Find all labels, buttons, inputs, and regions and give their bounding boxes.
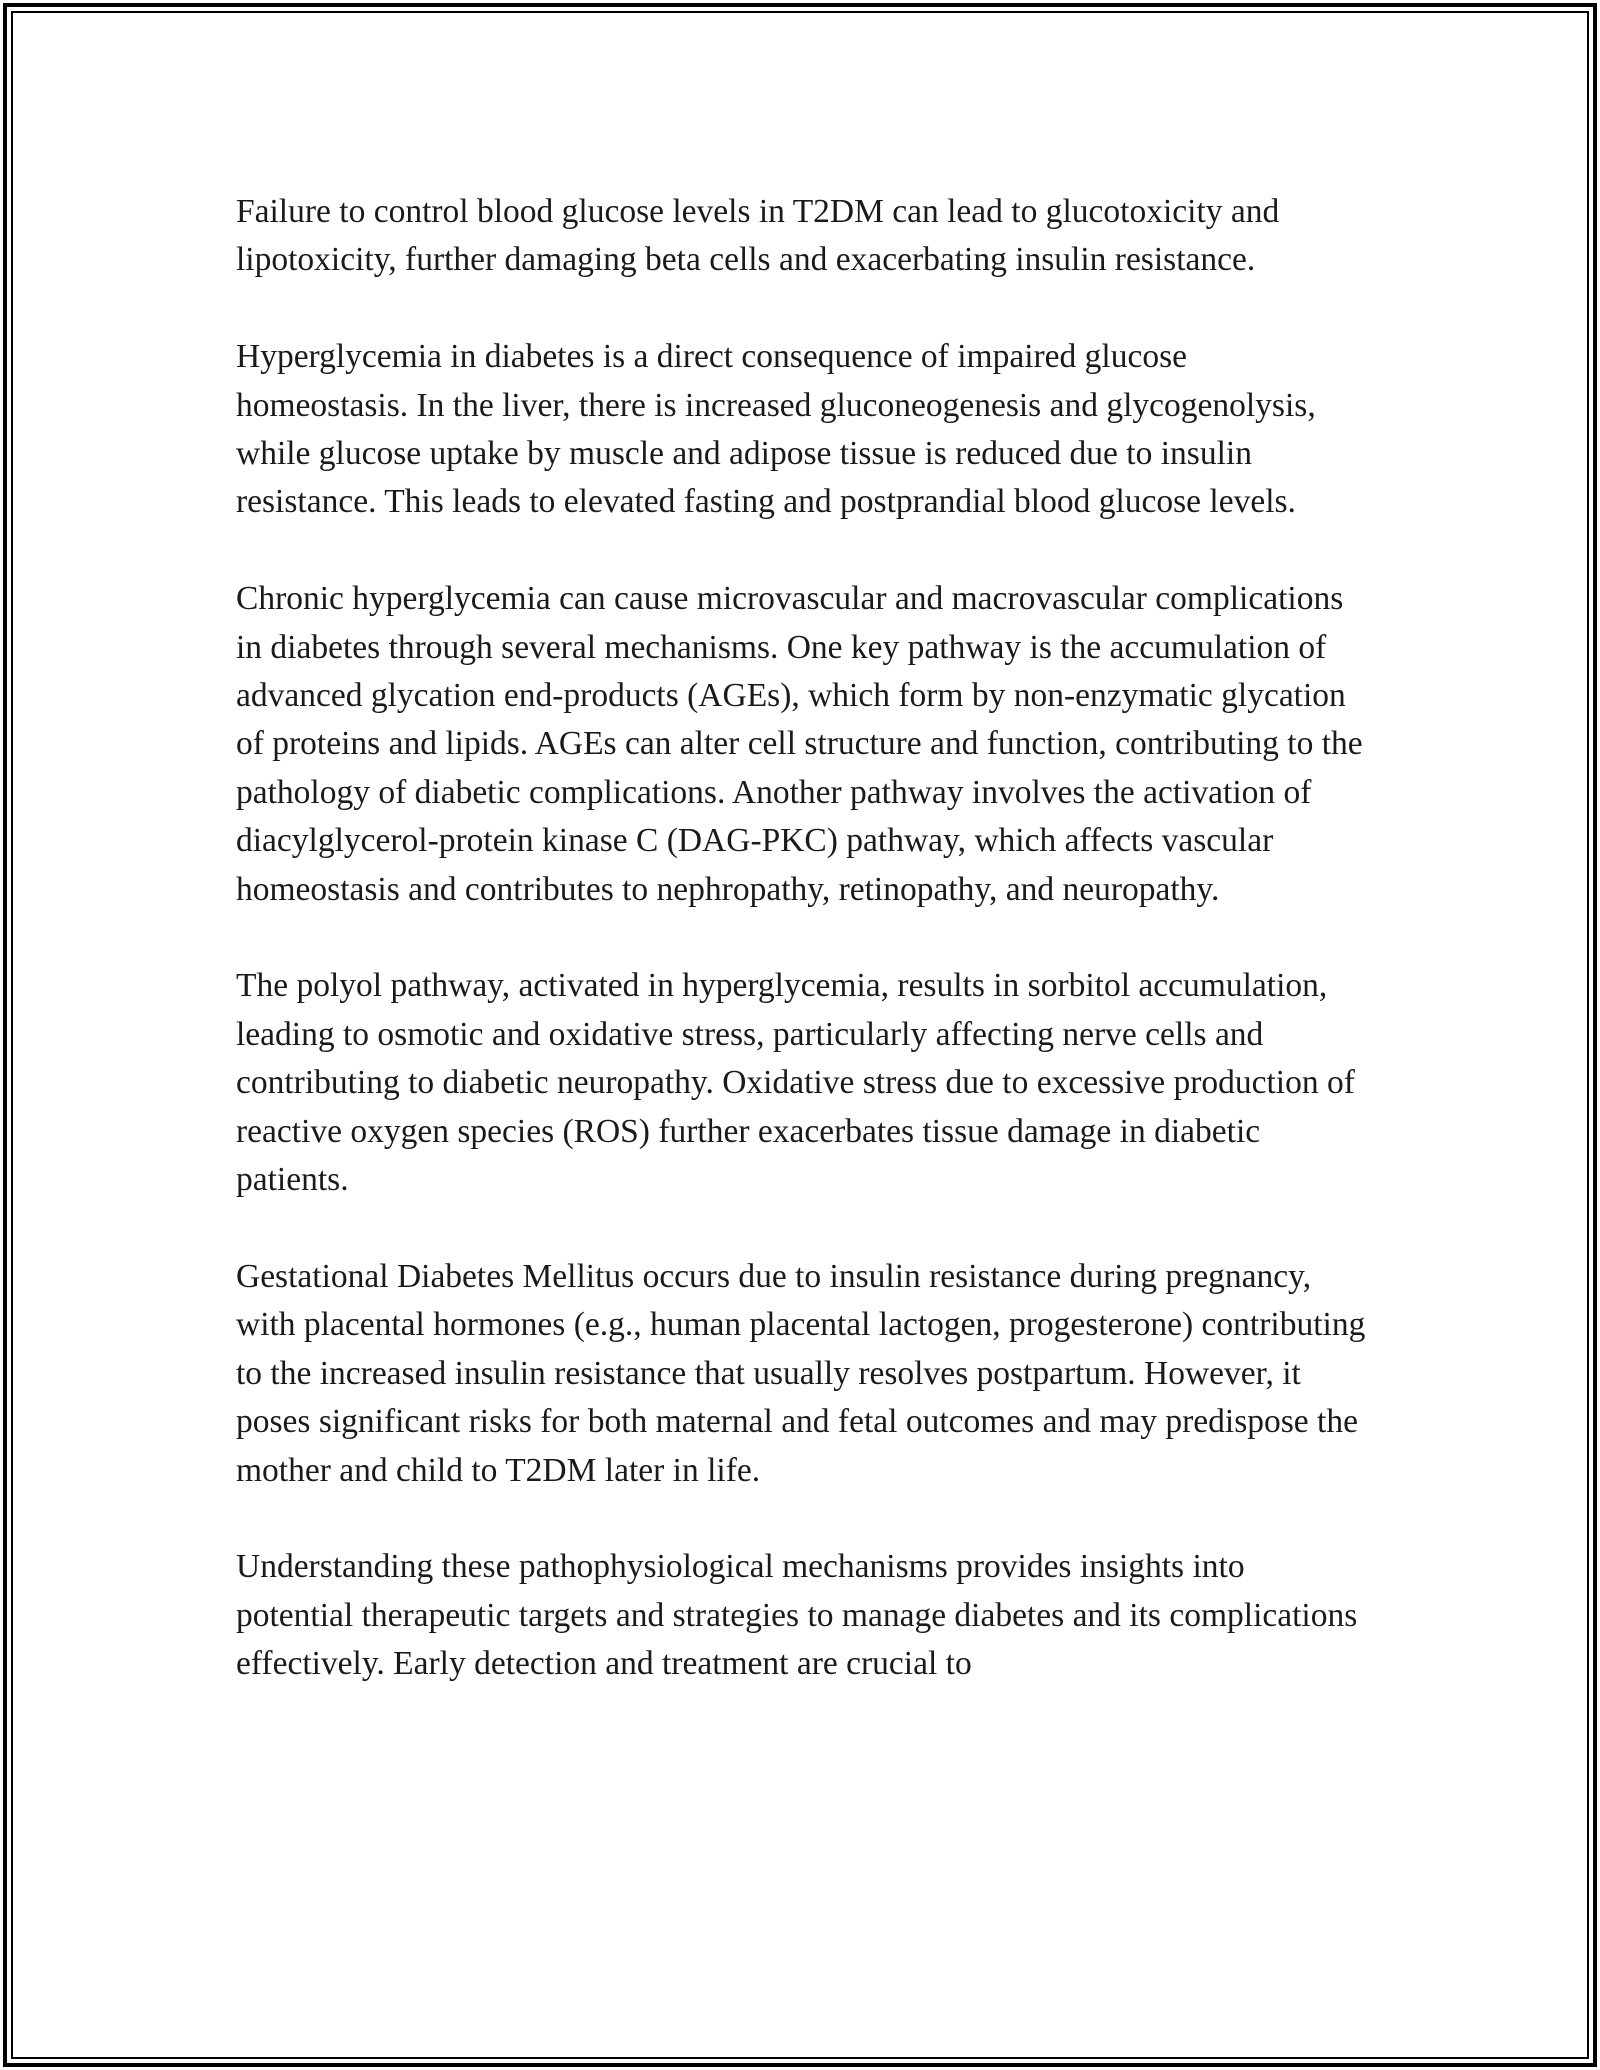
- paragraph-hyperglycemia: Hyperglycemia in diabetes is a direct consequence of impaired glucose homeostasis. In the liver, there is increased gluconeogenesis and glycogenolysis, while glucose uptake by muscle and adipose tissue is reduced due to insulin resistance. This leads to elevated fasting and postprandial blood glucose levels.: [236, 338, 1316, 521]
- paragraph-glucotoxicity: Failure to control blood glucose levels in T2DM can lead to glucotoxicity and lipotoxicity, further damaging beta cells and exacerbating insulin resistance.: [236, 193, 1280, 279]
- paragraph-complications: Chronic hyperglycemia can cause microvascular and macrovascular complications in diabetes through several mechanisms. One key pathway is the accumulation of advanced glycation end-products (AGEs), which form by non-enzymatic glycation of proteins and lipids. AGEs can alter cell structure and function, contributing to the pathology of diabetic complications. Another pathway involves the activation of diacylglycerol-protein kinase C (DAG-PKC) pathway, which affects vascular homeostasis and contributes to nephropathy, retinopathy, and neuropathy.: [236, 580, 1363, 908]
- document-body: [236, 188, 1366, 1737]
- paragraph-gestational-diabetes: Gestational Diabetes Mellitus occurs due to insulin resistance during pregnancy, with placental hormones (e.g., human placental lactogen, progesterone) contributing to the increased insulin resistance that usually resolves postpartum. However, it poses significant risks for both maternal and fetal outcomes and may predispose the mother and child to T2DM later in life.: [236, 1257, 1366, 1489]
- paragraph-polyol-pathway: The polyol pathway, activated in hyperglycemia, results in sorbitol accumulation, leading to osmotic and oxidative stress, particularly affecting nerve cells and contributing to diabetic neuropathy. Oxidative stress due to excessive production of reactive oxygen species (ROS) further exacerbates tissue damage in diabetic patients.: [236, 967, 1355, 1199]
- paragraph-understanding: Understanding these pathophysiological mechanisms provides insights into potential therapeutic targets and strategies to manage diabetes and its complications effectively. Early detection and treatment are crucial to: [236, 1548, 1358, 1683]
